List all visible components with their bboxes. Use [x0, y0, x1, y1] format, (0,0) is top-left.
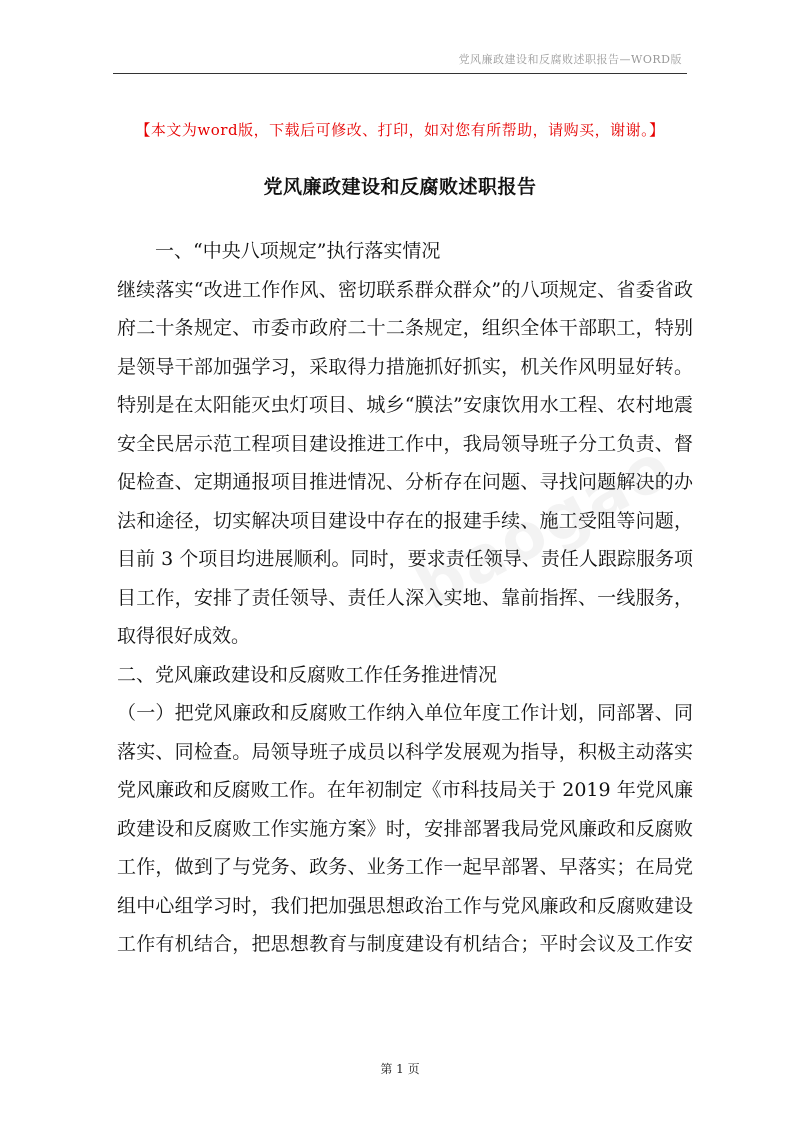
paragraph-line: 工作，做到了与党务、政务、业务工作一起早部署、早落实；在局党	[117, 856, 693, 878]
running-header: 党风廉政建设和反腐败述职报告—WORD版	[458, 53, 682, 66]
section-heading-1: 一、“中央八项规定”执行落实情况	[155, 240, 441, 262]
paragraph-line: 继续落实“改进工作作风、密切联系群众群众”的八项规定、省委省政	[117, 278, 693, 301]
section-heading-2: 二、党风廉政建设和反腐败工作任务推进情况	[117, 663, 498, 686]
paragraph-line: 落实、同检查。局领导班子成员以科学发展观为指导，积极主动落实	[117, 740, 693, 763]
paragraph-line: 安全民居示范工程项目建设推进工作中，我局领导班子分工负责、督	[117, 432, 693, 455]
document-body	[117, 232, 693, 964]
purchase-notice: 【本文为word版，下载后可修改、打印，如对您有所帮助，请购买，谢谢。】	[135, 121, 665, 139]
paragraph-line: 是领导干部加强学习，采取得力措施抓好抓实，机关作风明显好转。	[117, 355, 693, 378]
paragraph-line: 特别是在太阳能灭虫灯项目、城乡“膜法”安康饮用水工程、农村地震	[117, 394, 693, 416]
paragraph-line: 促检查、定期通报项目推进情况、分析存在问题、寻找问题解决的办	[117, 471, 693, 493]
paragraph-line: 法和途径，切实解决项目建设中存在的报建手续、施工受阻等问题，	[117, 509, 693, 532]
header-divider	[113, 73, 687, 74]
document-title: 党风廉政建设和反腐败述职报告	[263, 176, 537, 198]
paragraph-line: 目前 3 个项目均进展顺利。同时，要求责任领导、责任人跟踪服务项	[117, 548, 693, 570]
paragraph-line: 取得很好成效。	[117, 625, 251, 647]
page-number: 第 1 页	[380, 1062, 420, 1076]
paragraph-line: 党风廉政和反腐败工作。在年初制定《市科技局关于 2019 年党风廉	[117, 779, 693, 801]
paragraph-line: 政建设和反腐败工作实施方案》时，安排部署我局党风廉政和反腐败	[117, 817, 693, 840]
paragraph-line: 府二十条规定、市委市政府二十二条规定，组织全体干部职工，特别	[117, 317, 693, 339]
paragraph-line: 目工作，安排了责任领导、责任人深入实地、靠前指挥、一线服务，	[117, 586, 693, 609]
paragraph-line: 组中心组学习时，我们把加强思想政治工作与党风廉政和反腐败建设	[117, 894, 693, 917]
paragraph-line: 工作有机结合，把思想教育与制度建设有机结合；平时会议及工作安	[117, 933, 693, 955]
paragraph-line: （一）把党风廉政和反腐败工作纳入单位年度工作计划，同部署、同	[117, 702, 693, 724]
